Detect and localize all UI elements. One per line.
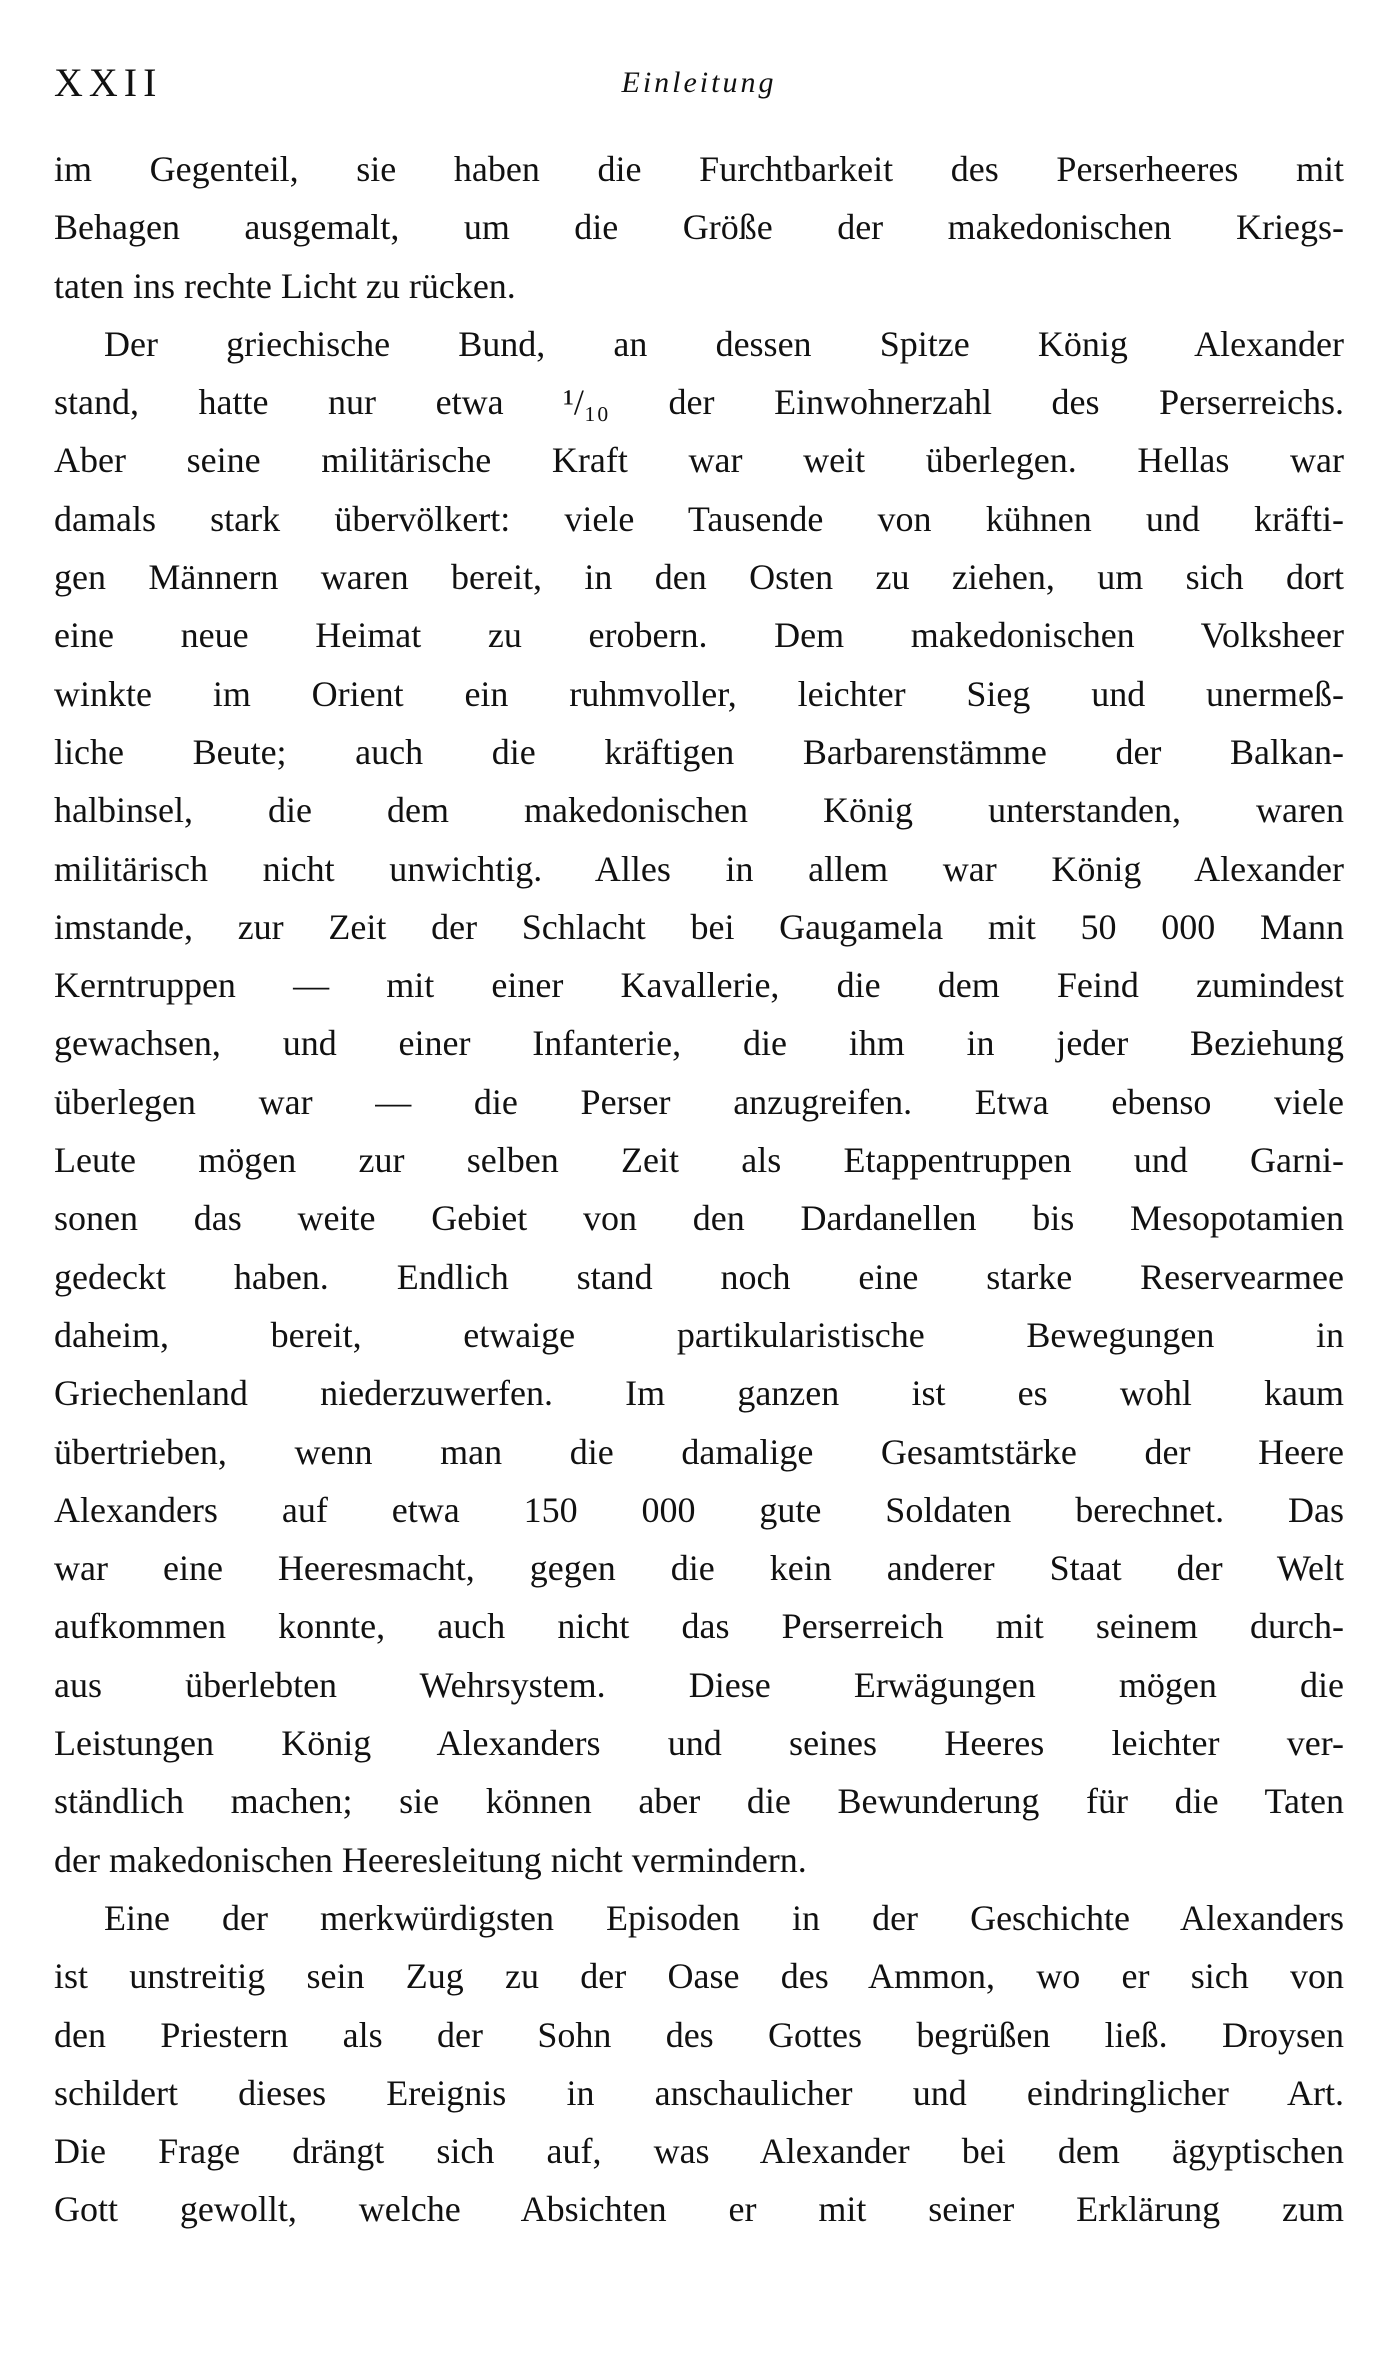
text-line: gewachsen, und einer Infanterie, die ihm in jeder Beziehung [54,1023,1344,1064]
text-line: Kerntruppen — mit einer Kavallerie, die dem Feind zumindest [54,965,1344,1006]
text-line: der makedonischen Heeresleitung nicht vermindern. [54,1839,807,1880]
text-line: Aber seine militärische Kraft war weit überlegen. Hellas war [54,440,1344,481]
text-line: stand, hatte nur etwa ¹/₁₀ der Einwohnerzahl des Perserreichs. [54,382,1344,423]
text-line: im Gegenteil, sie haben die Furchtbarkeit des Perserheeres mit [54,149,1344,189]
text-line: gen Männern waren bereit, in den Osten zu ziehen, um sich dort [54,557,1344,598]
text-line: aufkommen konnte, auch nicht das Perserreich mit seinem durch- [54,1606,1344,1647]
text-line: Griechenland niederzuwerfen. Im ganzen ist es wohl kaum [54,1373,1344,1414]
text-line: imstande, zur Zeit der Schlacht bei Gaugamela mit 50 000 Mann [54,906,1344,947]
text-line: Leistungen König Alexanders und seines Heeres leichter ver- [54,1723,1344,1764]
text-line: gedeckt haben. Endlich stand noch eine starke Reservearmee [54,1256,1344,1297]
text-line: Alexanders auf etwa 150 000 gute Soldaten berechnet. Das [54,1489,1344,1530]
text-line: ständlich machen; sie können aber die Bewunderung für die Taten [54,1781,1344,1822]
text-line: war eine Heeresmacht, gegen die kein anderer Staat der Welt [54,1548,1344,1589]
text-line: halbinsel, die dem makedonischen König unterstanden, waren [54,790,1344,831]
text-line: Eine der merkwürdigsten Episoden in der Geschichte Alexanders [104,1897,1344,1938]
text-line: Behagen ausgemalt, um die Größe der makedonischen Kriegs- [54,207,1344,248]
text-line: sonen das weite Gebiet von den Dardanellen bis Mesopotamien [54,1198,1344,1239]
text-line: daheim, bereit, etwaige partikularistische Bewegungen in [54,1314,1344,1355]
text-line: Die Frage drängt sich auf, was Alexander bei dem ägyptischen [54,2131,1344,2172]
text-line: aus überlebten Wehrsystem. Diese Erwägungen mögen die [54,1664,1344,1705]
running-title: Einleitung [621,66,777,99]
page-number: XXII [54,60,163,105]
text-line: liche Beute; auch die kräftigen Barbarenstämme der Balkan- [54,731,1344,772]
text-line: damals stark übervölkert: viele Tausende von kühnen und kräfti- [54,498,1344,539]
body-text [54,140,1344,2239]
text-line: den Priestern als der Sohn des Gottes begrüßen ließ. Droysen [54,2014,1344,2055]
text-line: militärisch nicht unwichtig. Alles in allem war König Alexander [54,848,1344,889]
text-line: ist unstreitig sein Zug zu der Oase des Ammon, wo er sich von [54,1956,1344,1997]
page-header [54,48,1344,118]
text-line: Leute mögen zur selben Zeit als Etappentruppen und Garni- [54,1140,1344,1181]
text-line: Gott gewollt, welche Absichten er mit seiner Erklärung zum [54,2189,1344,2230]
text-line: eine neue Heimat zu erobern. Dem makedonischen Volksheer [54,615,1344,656]
text-line: überlegen war — die Perser anzugreifen. Etwa ebenso viele [54,1081,1344,1122]
text-line: schildert dieses Ereignis in anschaulicher und eindringlicher Art. [54,2072,1344,2113]
text-line: Der griechische Bund, an dessen Spitze König Alexander [104,323,1344,364]
text-line: übertrieben, wenn man die damalige Gesamtstärke der Heere [54,1431,1344,1472]
text-line: winkte im Orient ein ruhmvoller, leichter Sieg und unermeß- [54,673,1344,714]
text-line: taten ins rechte Licht zu rücken. [54,265,516,306]
